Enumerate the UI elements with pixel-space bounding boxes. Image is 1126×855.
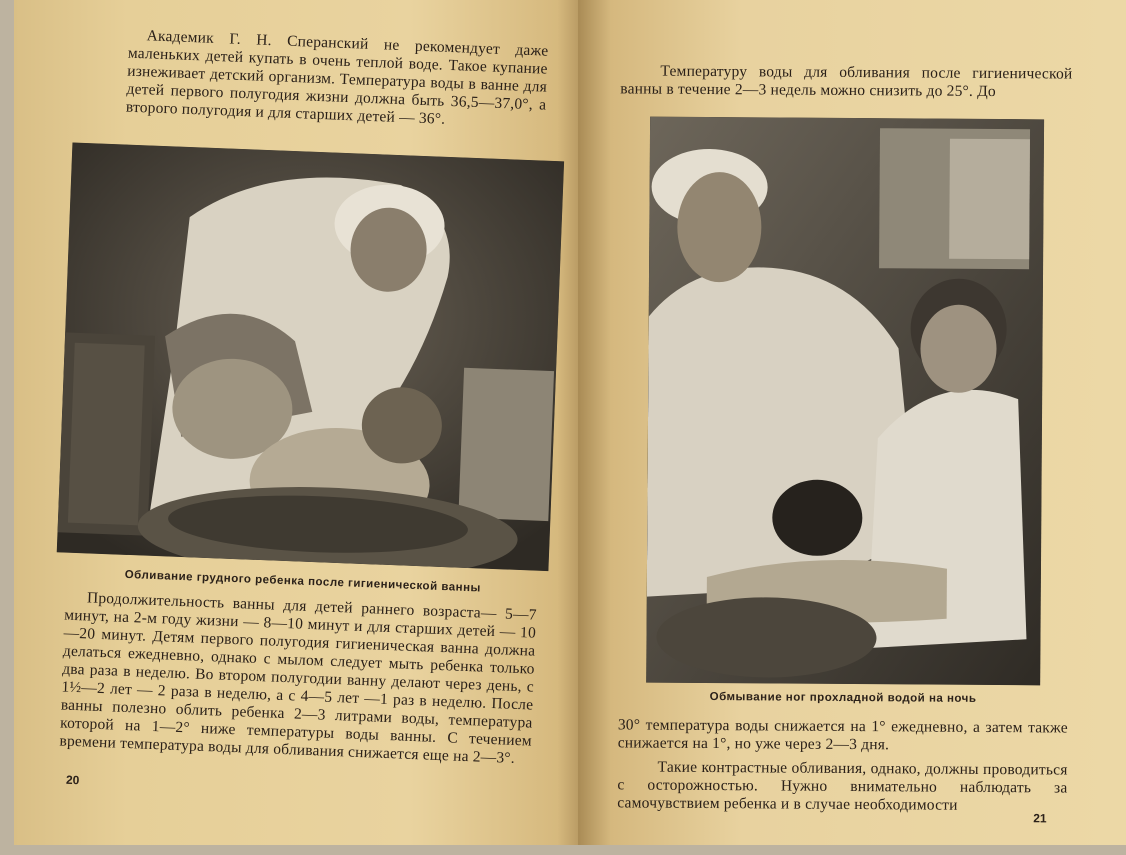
left-photo bbox=[57, 143, 564, 572]
washing-feet-illustration bbox=[646, 117, 1044, 686]
right-body-paragraph-1: 30° температура воды снижается на 1° ежедневно, а затем также снижается на 1°, но уже через 2—3 дня. bbox=[617, 716, 1068, 754]
left-body-paragraph: Продолжительность ванны для детей раннего возраста— 5—7 минут, на 2-м году жизни — 8—10 минут и для старших детей — 10—20 минут. Детям первого полугодия гигиеническая ванна должна делаться ежедневно, однако с мылом следует мыть ребенка только два раза в неделю. Во втором полугодии ванну делают через день, с 1½—2 лет — 2 раза в неделю, а с 4—5 лет —1 раз в неделю. После ванны полезно облить ребенка 2—3 литрами воды, температура которой на 1—2° ниже температуры воды ванны. С течением времени температура воды для обливания снижается еще на 2—3°. bbox=[59, 589, 537, 767]
right-photo-caption: Обмывание ног прохладной водой на ночь bbox=[709, 691, 977, 705]
right-body-paragraph-2: Такие контрастные обливания, однако, должны проводиться с осторожностью. Нужно внимательно наблюдать за самочувствием ребенка и в случае необходимости bbox=[617, 758, 1068, 814]
bathing-infant-illustration bbox=[57, 143, 564, 572]
right-intro-paragraph: Температуру воды для обливания после гигиенической ванны в течение 2—3 недель можно снизить до 25°. До bbox=[620, 62, 1073, 101]
right-page bbox=[578, 0, 1126, 845]
left-intro-paragraph: Академик Г. Н. Сперанский не рекомендует даже маленьких детей купать в очень теплой воде. Такое купание изнеживает детский организм. Температура воды в ванне для детей первого полугодия жизни должна быть 36,5—37,0°, а второго полугодия и для старших детей — 36°. bbox=[125, 27, 549, 128]
right-photo bbox=[646, 117, 1044, 686]
right-page-number: 21 bbox=[1033, 811, 1047, 826]
left-page bbox=[14, 0, 580, 845]
left-page-number: 20 bbox=[65, 772, 80, 788]
left-photo-caption: Обливание грудного ребенка после гигиенической ванны bbox=[124, 568, 482, 595]
